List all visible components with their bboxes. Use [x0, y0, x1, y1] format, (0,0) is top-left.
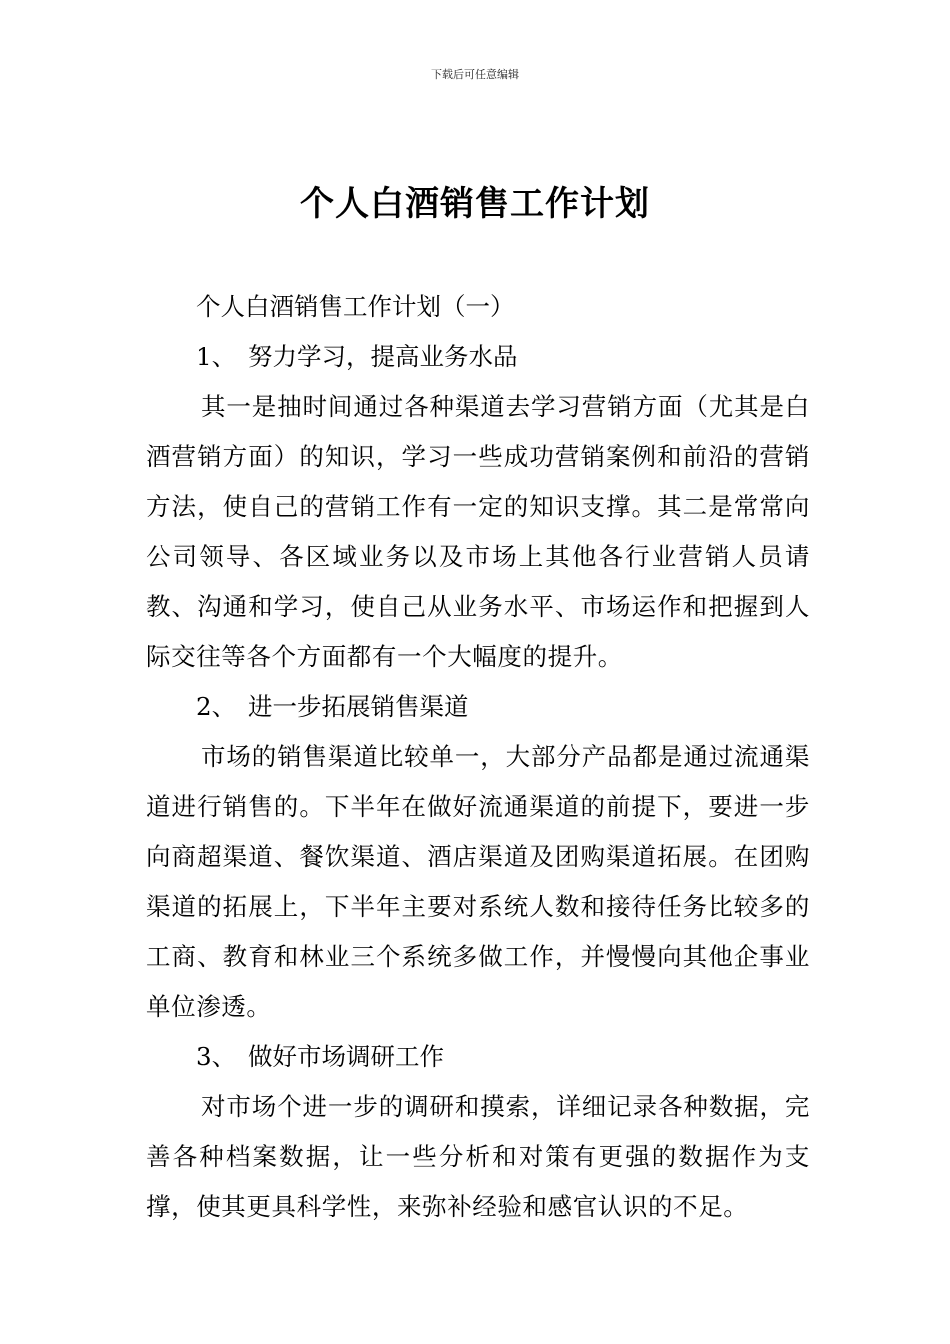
section-paragraph-1: 其一是抽时间通过各种渠道去学习营销方面（尤其是白酒营销方面）的知识，学习一些成功营销案例和前沿的营销方法，使自己的营销工作有一定的知识支撑。其二是常常向公司领导、各区域业务以及市场上其他各行业营销人员请教、沟通和学习，使自己从业务水平、市场运作和把握到人际交往等各个方面都有一个大幅度的提升。 — [146, 392, 810, 671]
section-heading-1 — [146, 332, 810, 382]
section-heading-text: 进一步拓展销售渠道 — [248, 692, 469, 721]
document-title: 个人白酒销售工作计划 — [300, 184, 650, 224]
section-paragraph-3: 对市场个进一步的调研和摸索，详细记录各种数据，完善各种档案数据，让一些分析和对策有更强的数据作为支撑，使其更具科学性，来弥补经验和感官认识的不足。 — [146, 1092, 810, 1221]
section-heading-text: 努力学习，提高业务水品 — [248, 342, 518, 371]
section-heading-2 — [146, 682, 810, 732]
section-heading-text: 做好市场调研工作 — [248, 1042, 444, 1071]
header-note: 下载后可任意编辑 — [431, 68, 519, 81]
section-number: 1、 — [196, 342, 237, 371]
section-subtitle: 个人白酒销售工作计划（一） — [196, 292, 515, 321]
section-paragraph-2: 市场的销售渠道比较单一，大部分产品都是通过流通渠道进行销售的。下半年在做好流通渠道的前提下，要进一步向商超渠道、餐饮渠道、酒店渠道及团购渠道拓展。在团购渠道的拓展上，下半年主要对系统人数和接待任务比较多的工商、教育和林业三个系统多做工作，并慢慢向其他企事业单位渗透。 — [146, 742, 810, 1021]
document-body — [146, 282, 810, 1232]
section-number: 2、 — [196, 692, 237, 721]
section-heading-3 — [146, 1032, 810, 1082]
section-number: 3、 — [196, 1042, 237, 1071]
